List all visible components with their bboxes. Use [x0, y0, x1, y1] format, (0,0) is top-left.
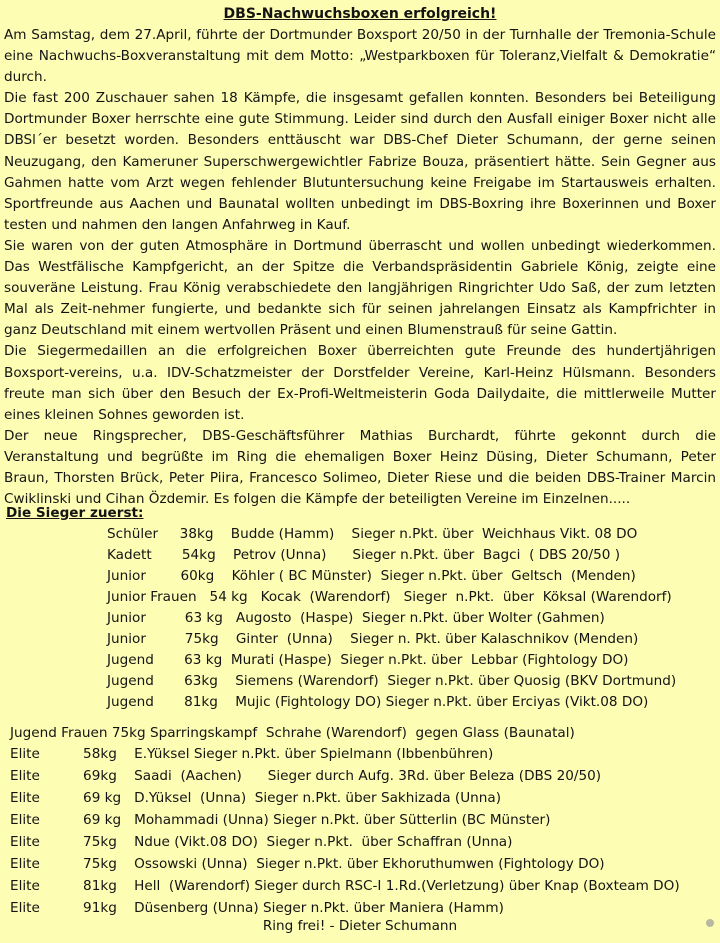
result-row: Elite 58kg E.Yüksel Sieger n.Pkt. über Spielmann (Ibbenbühren) [10, 746, 494, 762]
result-row: Jugend 63 kg Murati (Haspe) Sieger n.Pkt. über Lebbar (Fightology DO) [107, 652, 629, 668]
result-row: Junior 63 kg Augosto (Haspe) Sieger n.Pkt. über Wolter (Gahmen) [107, 610, 605, 626]
article-body [4, 25, 716, 510]
result-row: Elite 81kg Hell (Warendorf) Sieger durch RSC-I 1.Rd.(Verletzung) über Knap (Boxteam DO) [10, 878, 680, 894]
signature-line: Ring frei! - Dieter Schumann [262, 918, 458, 934]
result-row: Elite 91kg Düsenberg (Unna) Sieger n.Pkt. über Maniera (Hamm) [10, 900, 504, 916]
paragraph: Am Samstag, dem 27.April, führte der Dortmunder Boxsport 20/50 in der Turnhalle der Tremonia-Schule eine Nachwuchs-Boxveranstaltung mit dem Motto: „Westparkboxen für Toleranz,Vielfalt & Demokratie“ durch. [4, 27, 716, 86]
winners-heading: Die Sieger zuerst: [6, 505, 144, 521]
result-row: Elite 69 kg Mohammadi (Unna) Sieger n.Pkt. über Sütterlin (BC Münster) [10, 812, 551, 828]
paragraph: Sie waren von der guten Atmosphäre in Dortmund überrascht und wollen unbedingt wiederkommen. Das Westfälische Kampfgericht, an der Spitze die Verbandspräsidentin Gabriele König, zeigte eine souveräne Leistung. Frau König verabschiedete den langjährigen Ringrichter Udo Saß, der zum letzten Mal als Zeit-nehmer fungierte, und bedankte sich für seinen jahrelangen Einsatz als Kampfrichter in ganz Deutschland mit einem wertvollen Präsent und einen Blumenstrauß für seine Gattin. [4, 237, 716, 339]
result-row: Junior 75kg Ginter (Unna) Sieger n. Pkt. über Kalaschnikov (Menden) [107, 631, 639, 647]
result-row: Schüler 38kg Budde (Hamm) Sieger n.Pkt. über Weichhaus Vikt. 08 DO [107, 526, 638, 542]
sparring-row: Jugend Frauen 75kg Sparringskampf Schrahe (Warendorf) gegen Glass (Baunatal) [10, 725, 575, 741]
paragraph: Die Siegermedaillen an die erfolgreichen Boxer überreichten gute Freunde des hundertjährigen Boxsport-vereins, u.a. IDV-Schatzmeister der Dorstfelder Vereine, Karl-Heinz Hülsmann. Besonders freute man sich über den Besuch der Ex-Profi-Weltmeisterin Goda Dailydaite, die mittlerweile Mutter eines kleinen Sohnes geworden ist. [4, 343, 716, 423]
result-row: Kadett 54kg Petrov (Unna) Sieger n.Pkt. über Bagci ( DBS 20/50 ) [107, 547, 621, 563]
page-dot [706, 919, 714, 927]
result-row: Jugend 63kg Siemens (Warendorf) Sieger n.Pkt. über Quosig (BKV Dortmund) [107, 673, 677, 689]
paragraph: Die fast 200 Zuschauer sahen 18 Kämpfe, die insgesamt gefallen konnten. Besonders bei Beteiligung Dortmunder Boxer herrschte eine gute Stimmung. Leider sind durch den Ausfall einiger Boxer nicht alle DBSl´er besetzt worden. Besonders enttäuscht war DBS-Chef Dieter Schumann, der gerne seinen Neuzugang, den Kameruner Superschwergewichtler Fabrize Bouza, präsentiert hätte. Sein Gegner aus Gahmen hatte vom Arzt wegen fehlender Blutuntersuchung keine Freigabe im Startausweis erhalten. Sportfreunde aus Aachen und Baunatal wollten unbedingt im DBS-Boxring ihre Boxerinnen und Boxer testen und nahmen den langen Anfahrweg in Kauf. [4, 90, 716, 233]
article-title: DBS-Nachwuchsboxen erfolgreich! [223, 6, 497, 22]
result-row: Junior Frauen 54 kg Kocak (Warendorf) Sieger n.Pkt. über Köksal (Warendorf) [107, 589, 672, 605]
result-row: Elite 75kg Ossowski (Unna) Sieger n.Pkt. über Ekhoruthumwen (Fightology DO) [10, 856, 605, 872]
result-row: Elite 75kg Ndue (Vikt.08 DO) Sieger n.Pkt. über Schaffran (Unna) [10, 834, 513, 850]
paragraph: Der neue Ringsprecher, DBS-Geschäftsführer Mathias Burchardt, führte gekonnt durch die Veranstaltung und begrüßte im Ring die ehemaligen Boxer Heinz Düsing, Dieter Schumann, Peter Braun, Thorsten Brück, Peter Piira, Francesco Solimeo, Dieter Riese und die beiden DBS-Trainer Marcin Cwiklinski und Cihan Özdemir. Es folgen die Kämpfe der beteiligten Vereine im Einzelnen..... [4, 427, 716, 508]
result-row: Elite 69kg Saadi (Aachen) Sieger durch Aufg. 3Rd. über Beleza (DBS 20/50) [10, 768, 602, 784]
result-row: Elite 69 kg D.Yüksel (Unna) Sieger n.Pkt. über Sakhizada (Unna) [10, 790, 502, 806]
result-row: Jugend 81kg Mujic (Fightology DO) Sieger n.Pkt. über Erciyas (Vikt.08 DO) [107, 694, 649, 710]
result-row: Junior 60kg Köhler ( BC Münster) Sieger n.Pkt. über Geltsch (Menden) [107, 568, 636, 584]
